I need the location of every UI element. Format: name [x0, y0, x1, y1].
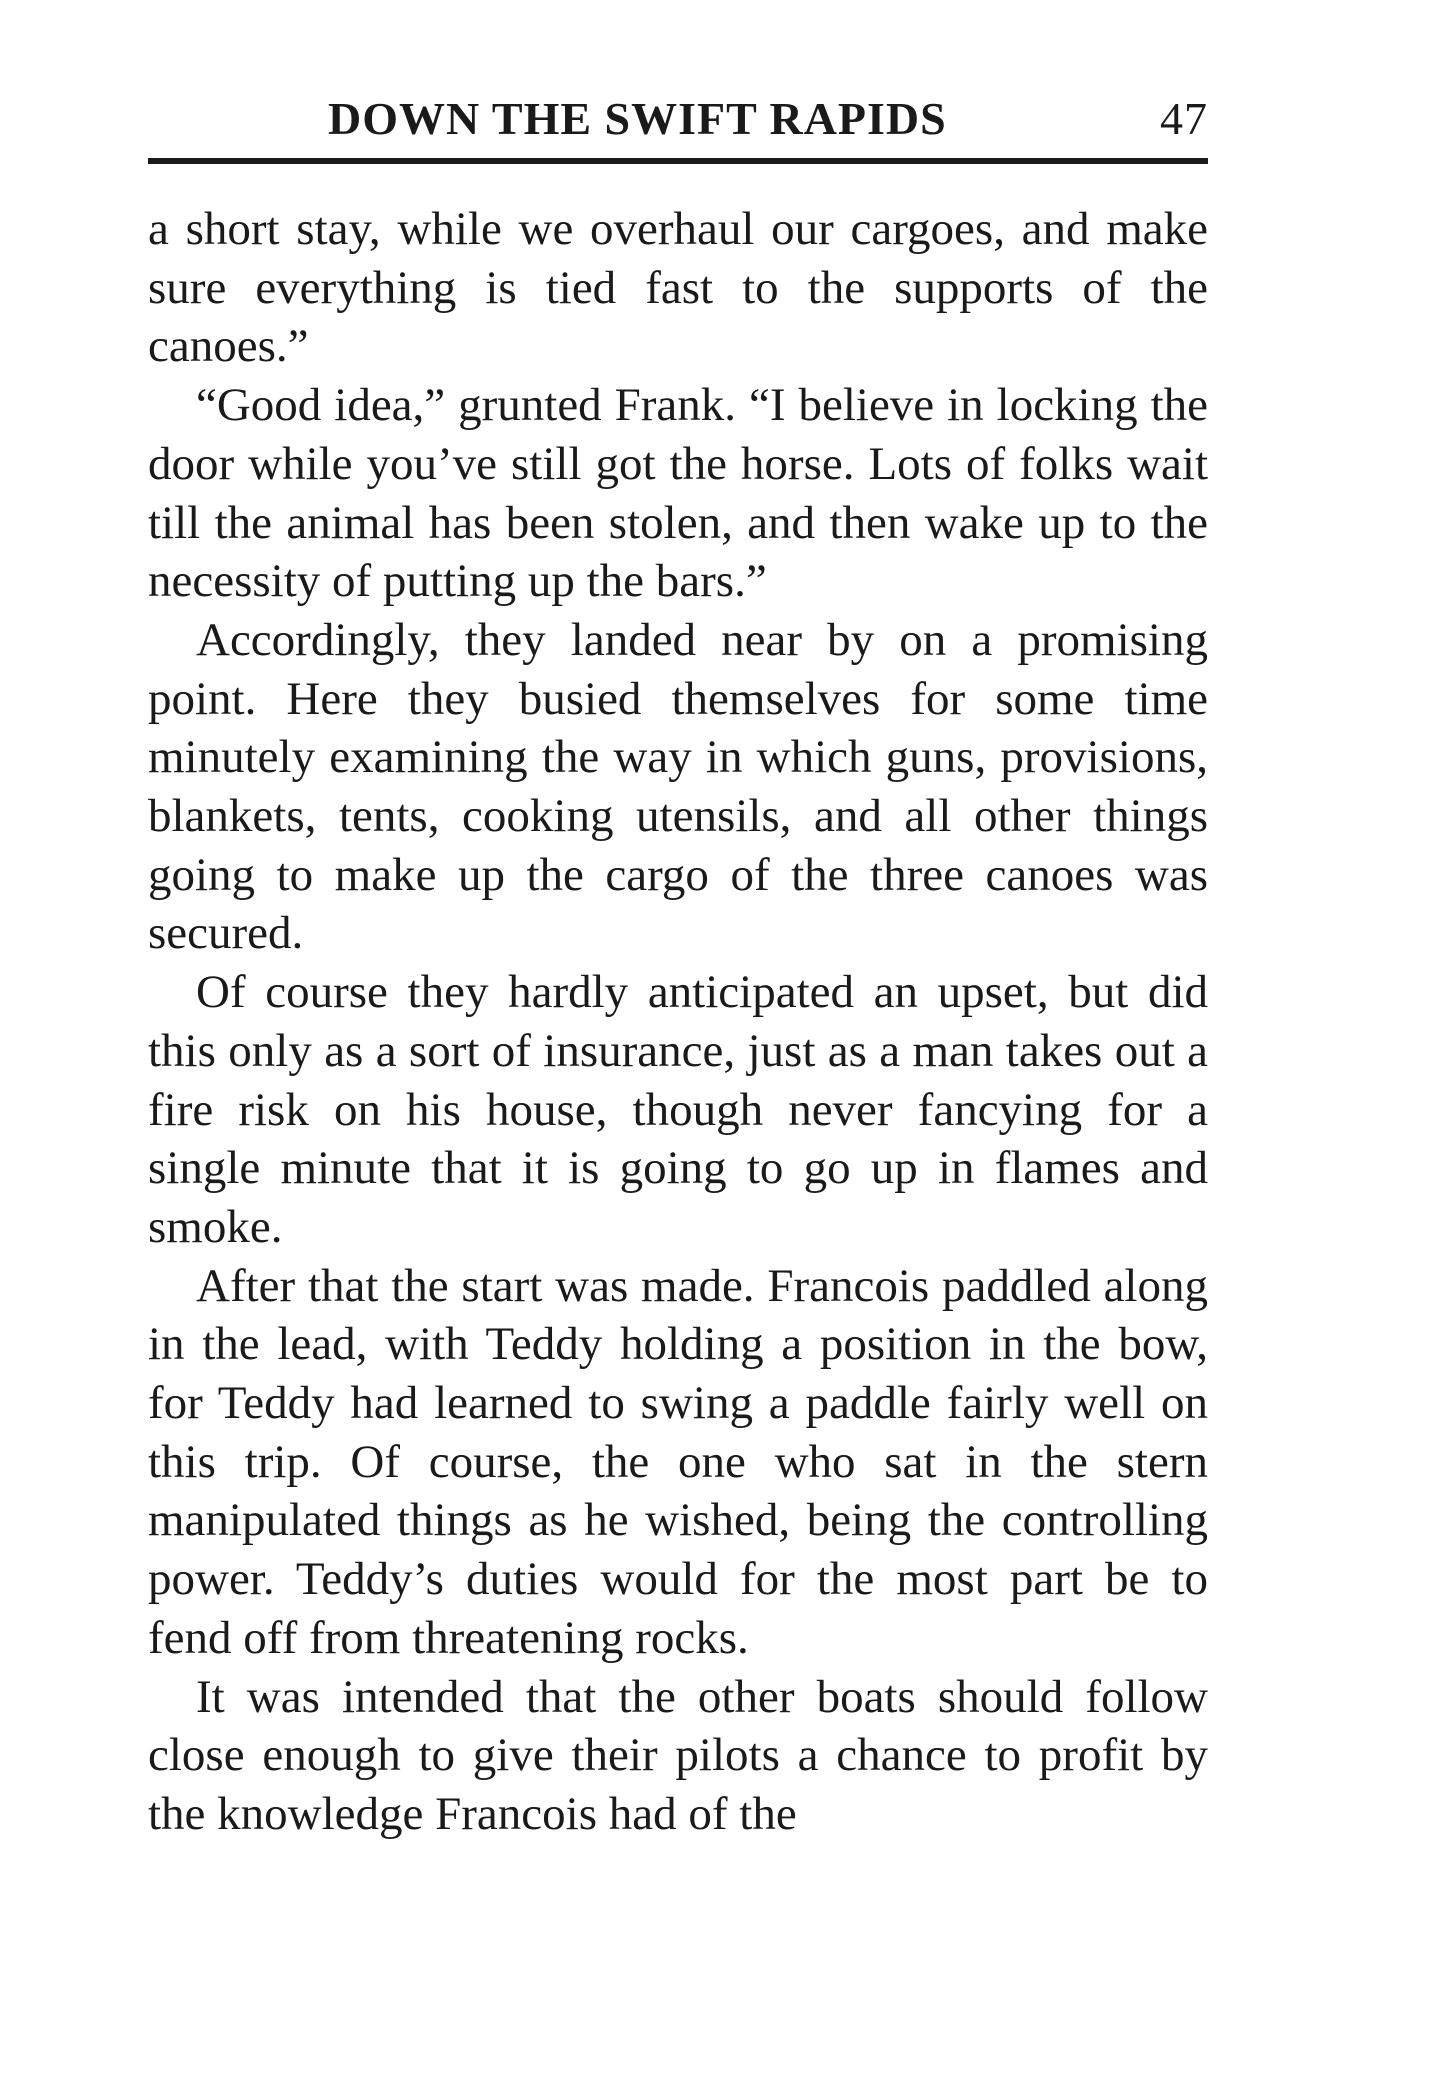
book-page — [148, 88, 1208, 1844]
paragraph: Accordingly, they landed near by on a promising point. Here they busied themselves for some time minutely examining the way in which guns, provisions, blankets, tents, cooking utensils, and all other things going to make up the cargo of the three canoes was secured. — [148, 613, 1208, 960]
running-header — [148, 88, 1208, 150]
paragraph: It was intended that the other boats should follow close enough to give their pilots a chance to profit by the knowledge Francois had of the — [148, 1670, 1208, 1840]
paragraph: “Good idea,” grunted Frank. “I believe in locking the door while you’ve still got the horse. Lots of folks wait till the animal has been stolen, and then wake up to the necessity of putting up the bars.” — [148, 379, 1208, 608]
paragraph: After that the start was made. Francois paddled along in the lead, with Teddy holding a position in the bow, for Teddy had learned to swing a paddle fairly well on this trip. Of course, the one who sat in the stern manipulated things as he wished, being the controlling power. Teddy’s duties would for the most part be to fend off from threatening rocks. — [148, 1259, 1208, 1664]
page-number: 47 — [1160, 93, 1208, 144]
chapter-title: DOWN THE SWIFT RAPIDS — [328, 93, 947, 144]
paragraph: Of course they hardly anticipated an upset, but did this only as a sort of insurance, just as a man takes out a fire risk on his house, though never fancying for a single minute that it is going to go up in flames and smoke. — [148, 966, 1208, 1253]
paragraph: a short stay, while we overhaul our cargoes, and make sure everything is tied fast to the supports of the canoes.” — [148, 203, 1208, 373]
body-text — [148, 200, 1208, 1844]
header-rule — [148, 158, 1208, 164]
